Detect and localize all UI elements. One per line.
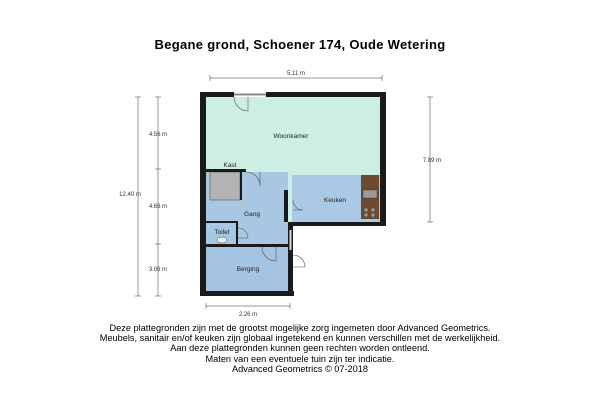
label-kast: Kast — [223, 162, 237, 169]
disclaimer-line: Maten van een eventuele tuin zijn ter indicatie. — [205, 353, 395, 364]
dim-right-height: 7.89 m — [422, 158, 442, 164]
disclaimer — [0, 323, 600, 374]
disclaimer-line: Aan deze plattegronden kunnen geen rechten worden ontleend. — [170, 343, 430, 354]
door-swing-front — [293, 255, 305, 267]
disclaimer-line: Meubels, sanitair en/of keuken zijn globaal ingetekend en kunnen verschillen met de werkelijkheid. — [99, 333, 501, 344]
stove-burner — [371, 213, 375, 217]
toilet-bowl — [217, 237, 227, 243]
stove-burner — [364, 213, 368, 217]
label-woonkamer: Woonkamer — [273, 133, 309, 140]
stove-burner — [364, 208, 368, 212]
label-berging: Berging — [236, 266, 260, 273]
dim-seg-top: 4.56 m — [148, 132, 168, 138]
dim-bottom-width: 2.26 m — [238, 312, 258, 318]
label-toilet: Toilet — [214, 229, 230, 236]
label-gang: Gang — [244, 211, 260, 218]
dim-seg-bottom: 3.06 m — [148, 267, 168, 273]
disclaimer-line: Deze plattegronden zijn met de grootst mogelijke zorg ingemeten door Advanced Geometrics. — [109, 323, 491, 333]
closet-kast — [210, 172, 240, 200]
copyright: Advanced Geometrics © 07-2018 — [232, 363, 368, 374]
dim-top-width: 5.11 m — [287, 71, 305, 77]
dim-total-height: 12.40 m — [119, 192, 141, 198]
stove-burner — [371, 208, 375, 212]
kitchen-sink — [363, 190, 377, 198]
dim-seg-mid: 4.66 m — [148, 204, 168, 210]
label-keuken: Keuken — [323, 197, 347, 204]
plan-title: Begane grond, Schoener 174, Oude Wetering — [154, 37, 446, 52]
